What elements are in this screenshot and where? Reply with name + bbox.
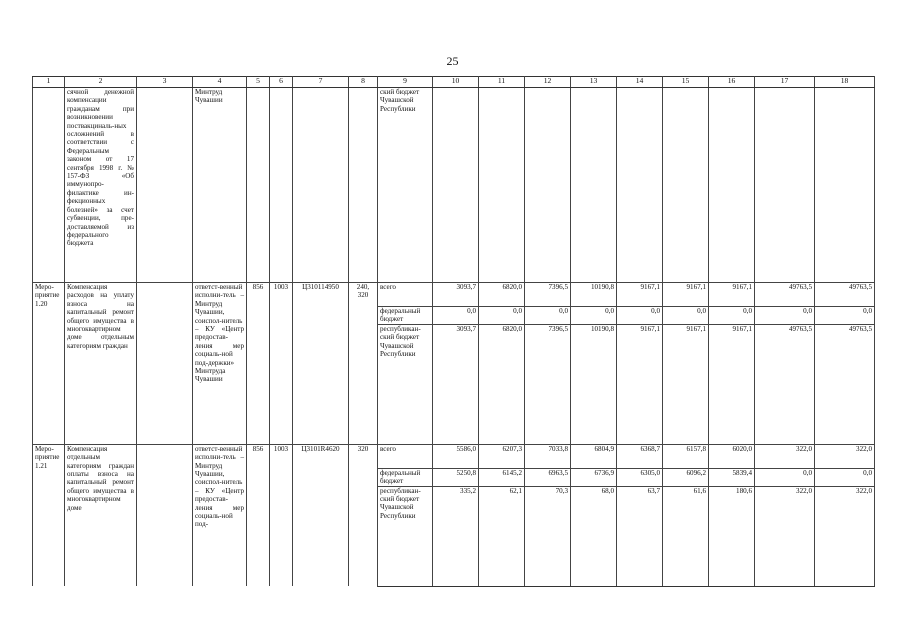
amount-cell: 322,0 [755,444,815,468]
amount-cell [815,88,875,283]
column-number: 11 [479,77,525,88]
column-number: 4 [193,77,247,88]
amount-cell: 322,0 [815,444,875,468]
amount-cell [709,88,755,283]
code-grbs-cell: 856 [247,444,270,586]
amount-cell: 62,1 [479,486,525,586]
code-expense-type-cell: 320 [349,444,378,586]
funding-source-cell: республикан-ский бюджет Чувашской Республики [378,486,433,586]
column-number: 3 [137,77,193,88]
column-number: 16 [709,77,755,88]
activity-number-cell: Меро-приятие 1.21 [33,444,65,586]
code-expense-type-cell: 240, 320 [349,283,378,445]
code-grbs-cell: 856 [247,283,270,445]
amount-cell [617,88,663,283]
amount-cell: 7033,8 [525,444,571,468]
amount-cell: 10190,8 [571,283,617,307]
program-table [32,76,875,587]
amount-cell: 7396,5 [525,324,571,444]
activity-number-cell: Меро-приятие 1.20 [33,283,65,445]
amount-cell [479,88,525,283]
amount-cell: 5586,0 [433,444,479,468]
amount-cell: 6820,0 [479,324,525,444]
amount-cell: 0,0 [479,307,525,325]
funding-source-cell: всего [378,283,433,307]
empty-cell [137,444,193,586]
activity-name-cell: Компенсация расходов на уплату взноса на капитальный ремонт общего имущества в многоквартирном доме отдельным категориям граждан [65,283,137,445]
amount-cell: 9167,1 [709,324,755,444]
column-number: 12 [525,77,571,88]
amount-cell: 6368,7 [617,444,663,468]
column-number: 2 [65,77,137,88]
amount-cell: 61,6 [663,486,709,586]
amount-cell: 6096,2 [663,468,709,486]
funding-source-cell: федеральный бюджет [378,307,433,325]
empty-cell [137,88,193,283]
empty-cell [137,283,193,445]
code-grbs-cell [247,88,270,283]
column-number: 10 [433,77,479,88]
funding-source-cell: федеральный бюджет [378,468,433,486]
amount-cell: 0,0 [755,468,815,486]
amount-cell: 6820,0 [479,283,525,307]
code-section-cell: 1003 [270,283,293,445]
funding-source-cell: всего [378,444,433,468]
amount-cell [525,88,571,283]
amount-cell: 9167,1 [663,324,709,444]
column-number: 18 [815,77,875,88]
amount-cell: 9167,1 [617,324,663,444]
amount-cell: 6804,9 [571,444,617,468]
amount-cell: 6963,5 [525,468,571,486]
amount-cell: 49763,5 [755,283,815,307]
activity-name-cell: Компенсация отдельным категориям граждан оплаты взноса на капитальный ремонт общего имущества в многоквартирном доме [65,444,137,586]
column-number: 9 [378,77,433,88]
column-number: 7 [293,77,349,88]
amount-cell: 9167,1 [617,283,663,307]
amount-cell: 10190,8 [571,324,617,444]
code-target-cell: Ц310114950 [293,283,349,445]
amount-cell: 6020,0 [709,444,755,468]
amount-cell: 322,0 [755,486,815,586]
table-row [33,444,875,468]
amount-cell: 0,0 [815,307,875,325]
executor-cell: ответст-венный исполни-тель – Минтруд Чувашии, соиспол-нитель – КУ «Центр предостав-ления мер социаль-ной под- [193,444,247,586]
amount-cell: 322,0 [815,486,875,586]
amount-cell: 49763,5 [815,283,875,307]
column-number: 8 [349,77,378,88]
amount-cell: 6207,3 [479,444,525,468]
amount-cell: 6305,0 [617,468,663,486]
amount-cell: 3093,7 [433,283,479,307]
amount-cell: 5839,4 [709,468,755,486]
amount-cell: 0,0 [525,307,571,325]
amount-cell: 0,0 [571,307,617,325]
table-row [33,88,875,283]
amount-cell: 335,2 [433,486,479,586]
code-expense-type-cell [349,88,378,283]
amount-cell: 6736,9 [571,468,617,486]
amount-cell: 0,0 [815,468,875,486]
code-section-cell: 1003 [270,444,293,586]
table-row [33,283,875,307]
funding-source-cell: республикан-ский бюджет Чувашской Республики [378,324,433,444]
amount-cell [755,88,815,283]
amount-cell: 63,7 [617,486,663,586]
activity-name-cell: сячной денежной компенсации гражданам при возникновении поствакциналь-ных осложнений в соответствии с Федеральным законом от 17 сентября 1998 г. № 157-ФЗ «Об иммунопро-филактике ин-фекционных болезней» за счет субвенции, пре-доставляемой из федерального бюджета [65,88,137,283]
page-number: 25 [446,54,459,68]
executor-cell: ответст-венный исполни-тель – Минтруд Чувашии, соиспол-нитель – КУ «Центр предостав-ления мер социаль-ной под-держки» Минтруда Чувашии [193,283,247,445]
amount-cell: 0,0 [709,307,755,325]
code-target-cell [293,88,349,283]
amount-cell [433,88,479,283]
amount-cell: 0,0 [663,307,709,325]
executor-cell: Минтруд Чувашии [193,88,247,283]
amount-cell: 180,6 [709,486,755,586]
column-number: 17 [755,77,815,88]
amount-cell: 5250,8 [433,468,479,486]
column-number: 14 [617,77,663,88]
amount-cell: 68,0 [571,486,617,586]
amount-cell: 0,0 [617,307,663,325]
amount-cell: 70,3 [525,486,571,586]
amount-cell: 9167,1 [663,283,709,307]
amount-cell: 49763,5 [755,324,815,444]
amount-cell: 0,0 [433,307,479,325]
column-number: 5 [247,77,270,88]
amount-cell: 6145,2 [479,468,525,486]
amount-cell [663,88,709,283]
code-section-cell [270,88,293,283]
amount-cell: 9167,1 [709,283,755,307]
column-number: 1 [33,77,65,88]
column-number: 13 [571,77,617,88]
code-target-cell: Ц3101R4620 [293,444,349,586]
column-number-row [33,77,875,88]
amount-cell: 6157,8 [663,444,709,468]
funding-source-cell: ский бюджет Чувашской Республики [378,88,433,283]
column-number: 15 [663,77,709,88]
amount-cell: 0,0 [755,307,815,325]
column-number: 6 [270,77,293,88]
amount-cell: 49763,5 [815,324,875,444]
amount-cell [571,88,617,283]
amount-cell: 3093,7 [433,324,479,444]
amount-cell: 7396,5 [525,283,571,307]
activity-number-cell [33,88,65,283]
